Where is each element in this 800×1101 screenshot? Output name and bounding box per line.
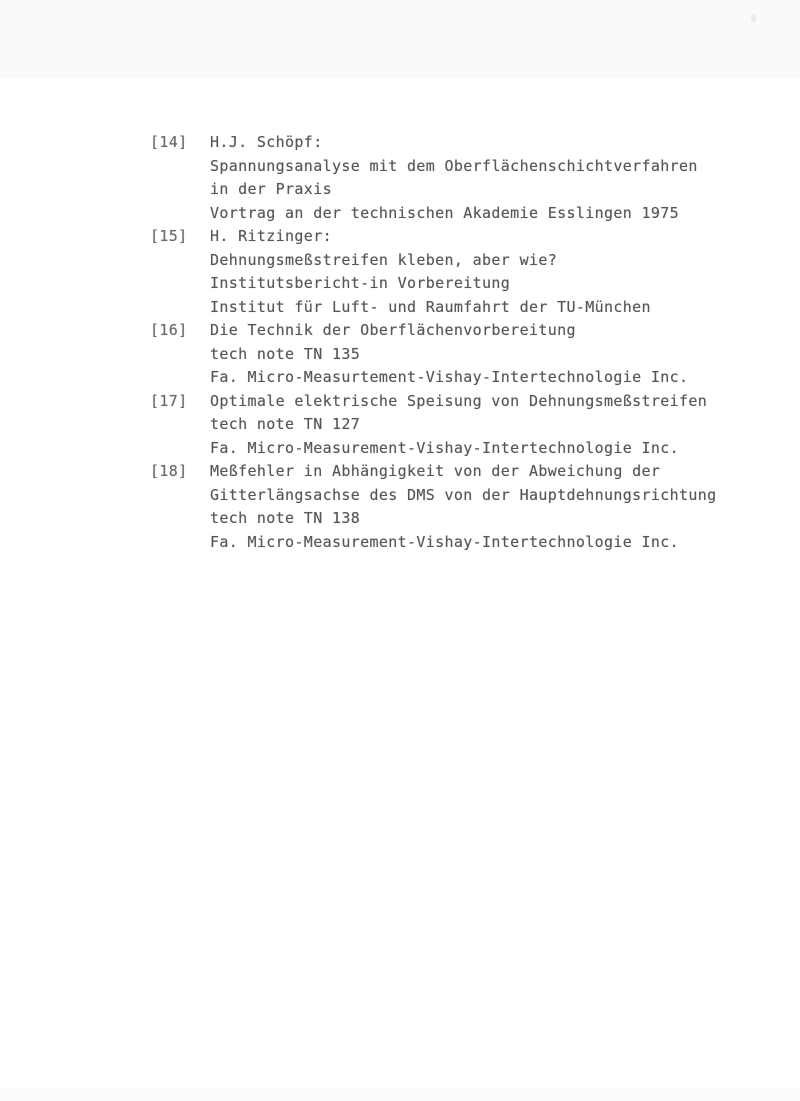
reference-line: Die Technik der Oberflächenvorbereitung bbox=[210, 321, 576, 339]
reference-entry bbox=[150, 131, 760, 225]
reference-line: Fa. Micro-Measurement-Vishay-Intertechnologie Inc. bbox=[210, 532, 680, 551]
reference-number: [14] bbox=[150, 133, 188, 151]
reference-line: Meßfehler in Abhängigkeit von der Abweichung der bbox=[210, 462, 661, 480]
reference-line: Fa. Micro-Measurement-Vishay-Intertechnologie Inc. bbox=[210, 438, 680, 457]
reference-lines bbox=[210, 131, 760, 225]
reference-lines bbox=[210, 319, 760, 390]
reference-line: Optimale elektrische Speisung von Dehnungsmeßstreifen bbox=[210, 391, 708, 410]
reference-line: Dehnungsmeßstreifen kleben, aber wie? bbox=[210, 250, 558, 269]
reference-entry bbox=[150, 319, 760, 390]
reference-number: [17] bbox=[150, 391, 188, 410]
scan-bottom-band bbox=[0, 1087, 800, 1101]
scan-artifact-speck bbox=[751, 15, 756, 22]
reference-line: H.J. Schöpf: bbox=[210, 133, 323, 151]
reference-number: [16] bbox=[150, 321, 188, 339]
reference-number: [15] bbox=[150, 227, 188, 245]
reference-line: tech note TN 127 bbox=[210, 415, 361, 433]
references-list bbox=[150, 131, 760, 554]
reference-line: tech note TN 135 bbox=[210, 344, 361, 363]
reference-line: H. Ritzinger: bbox=[210, 227, 332, 245]
reference-lines bbox=[210, 390, 760, 461]
reference-entry bbox=[150, 460, 760, 554]
reference-line: Fa. Micro-Measurtement-Vishay-Intertechnologie Inc. bbox=[210, 368, 689, 386]
reference-lines bbox=[210, 225, 760, 319]
scan-top-band bbox=[0, 0, 800, 78]
reference-line: in der Praxis bbox=[210, 180, 332, 198]
reference-entry bbox=[150, 225, 760, 319]
reference-line: Institut für Luft- und Raumfahrt der TU-München bbox=[210, 297, 651, 316]
reference-line: Vortrag an der technischen Akademie Esslingen 1975 bbox=[210, 203, 680, 222]
reference-line: tech note TN 138 bbox=[210, 509, 361, 527]
reference-line: Institutsbericht-in Vorbereitung bbox=[210, 274, 511, 292]
reference-lines bbox=[210, 460, 760, 554]
reference-line: Gitterlängsachse des DMS von der Hauptdehnungsrichtung bbox=[210, 485, 717, 504]
reference-line: Spannungsanalyse mit dem Oberflächenschichtverfahren bbox=[210, 156, 698, 175]
reference-entry bbox=[150, 390, 760, 461]
reference-number: [18] bbox=[150, 462, 188, 480]
